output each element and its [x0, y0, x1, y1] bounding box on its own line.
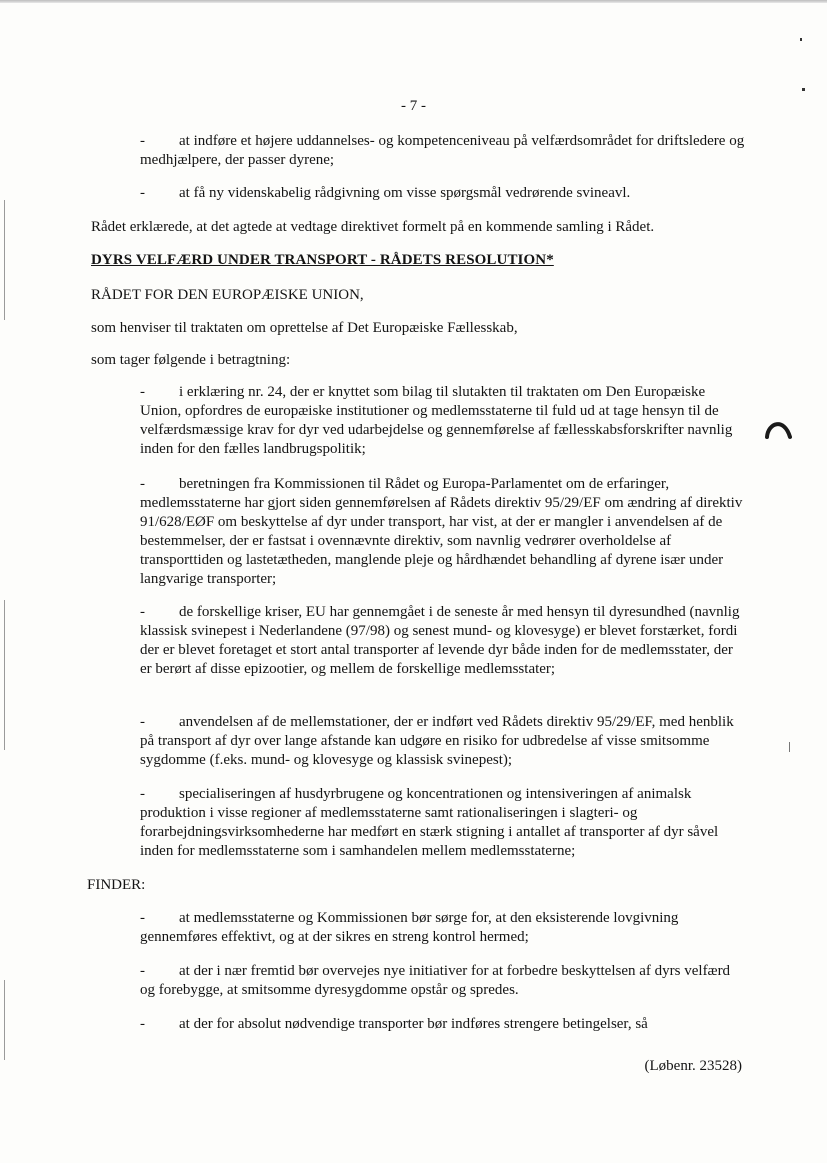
list-item: - at få ny videnskabelig rådgivning om visse spørgsmål vedrørende svineavl. [140, 185, 631, 201]
list-item: - at der i nær fremtid bør overvejes nye initiativer for at forbedre beskyttelsen af dyrs velfærd og forebygge, at smitsomme dyresygdomme opstår og spredes. [140, 963, 731, 998]
list-item: - at medlemsstaterne og Kommissionen bør sørge for, at den eksisterende lovgivning gennemføres effektivt, og at der sikres en streng kontrol hermed; [140, 910, 679, 945]
council-statement: Rådet erklærede, at det agtede at vedtage direktivet formelt på en kommende samling i Rådet. [91, 219, 655, 235]
list-item: - beretningen fra Kommissionen til Rådet og Europa-Parlamentet om de erfaringer, medlemsstaterne har gjort siden gennemførelsen af Rådets direktiv 95/29/EF om ændring af direktiv 91/628/EØF om beskyttelse af dyr under transport, har vist, at der er mangler i anvendelsen af de bestemmelser, der er fastsat i ovennævnte direktiv, som navnlig vedrører overholdelse af transporttiden og lastetætheden, manglende pleje og hårdhændet behandling af dyrene især under langvarige transporter; [140, 476, 743, 587]
page-number: - 7 - [401, 98, 426, 114]
scan-left-edge [4, 980, 5, 1060]
scan-left-edge [4, 200, 5, 320]
scan-speck [802, 88, 805, 91]
serial-number: (Løbenr. 23528) [644, 1058, 742, 1074]
scan-speck [800, 38, 802, 41]
section-heading: DYRS VELFÆRD UNDER TRANSPORT - RÅDETS RESOLUTION* [91, 252, 554, 268]
list-item: - de forskellige kriser, EU har gennemgået i de seneste år med hensyn til dyresundhed (navnlig klassisk svinepest i Nederlandene (97/98) og senest mund- og klovesyge) er blevet forstærket, fordi der er blevet foretaget et stort antal transporter af levende dyr både inden for de medlemsstater, der er berørt af disse epizootier, og mellem de forskellige medlemsstater; [140, 604, 740, 677]
council-name: RÅDET FOR DEN EUROPÆISKE UNION, [91, 287, 364, 303]
recital: som henviser til traktaten om oprettelse af Det Europæiske Fællesskab, [91, 320, 518, 336]
recital: som tager følgende i betragtning: [91, 352, 291, 368]
scan-mark [764, 415, 794, 441]
scan-speck [789, 742, 790, 752]
list-item: - at der for absolut nødvendige transporter bør indføres strengere betingelser, så [140, 1016, 648, 1032]
scan-top-edge [0, 0, 827, 3]
list-item: - at indføre et højere uddannelses- og kompetenceniveau på velfærdsområdet for driftsledere og medhjælpere, der passer dyrene; [140, 133, 745, 168]
list-item: - i erklæring nr. 24, der er knyttet som bilag til slutakten til traktaten om Den Europæiske Union, opfordres de europæiske institutioner og medlemsstaterne til fuld ud at tage hensyn til de velfærdsmæssige krav for dyr ved udarbejdelse og gennemførelse af fællesskabsforskrifter navnlig inden for den fælles landbrugspolitik; [140, 384, 733, 457]
list-item: - specialiseringen af husdyrbrugene og koncentrationen og intensiveringen af animalsk produktion i visse regioner af medlemsstaterne samt rationaliseringen i slagteri- og forarbejdningsvirksomhederne har medført en stærk stigning i antallet af transporter af dyr såvel inden for medlemsstaterne som i samhandelen mellem medlemsstaterne; [140, 786, 719, 859]
list-item: - anvendelsen af de mellemstationer, der er indført ved Rådets direktiv 95/29/EF, med henblik på transport af dyr over lange afstande kan udgøre en risiko for udbredelse af visse smitsomme sygdomme (f.eks. mund- og klovesyge og klassisk svinepest); [140, 714, 734, 768]
finds-label: FINDER: [87, 877, 146, 893]
scan-left-edge [4, 600, 5, 750]
